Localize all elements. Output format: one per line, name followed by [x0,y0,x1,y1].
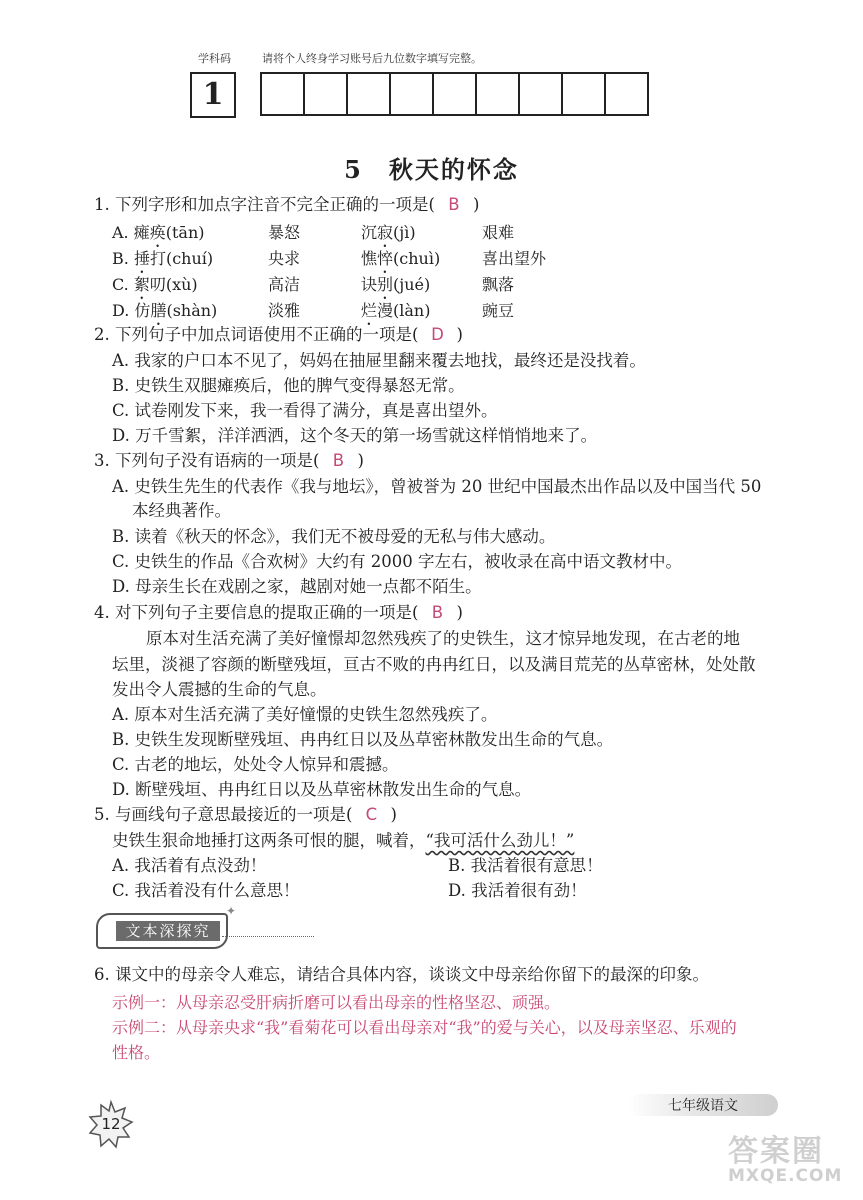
q4-option-d: D. 断壁残垣、冉冉红日以及丛草密林散发出生命的气息。 [112,780,532,799]
q6-answer-line-3: 性格。 [112,1043,161,1062]
q1-a-word3: 沉寂(jì) [361,223,416,242]
q3-option-c: C. 史铁生的作品《合欢树》大约有 2000 字左右，被收录在高中语文教材中。 [112,552,683,571]
q2-option-a: A. 我家的户口本不见了，妈妈在抽屉里翻来覆去地找，最终还是没找着。 [112,351,646,370]
account-instruction: 请将个人终身学习账号后九位数字填写完整。 [262,52,482,65]
question-1 [94,192,479,218]
digit-box[interactable] [604,72,649,116]
section-tag-label: 文本深探究 [116,921,220,941]
q5-sentence [112,828,574,854]
question-5-answer: C [365,805,378,824]
q5-sentence-prefix: 史铁生狠命地捶打这两条可恨的腿，喊着， [112,831,426,850]
q4-option-b: B. 史铁生发现断壁残垣、冉冉红日以及丛草密林散发出生命的气息。 [112,730,614,749]
question-4-stem: 4. 对下列句子主要信息的提取正确的一项是( [94,603,419,622]
page-number: 12 [101,1115,121,1133]
account-number-boxes[interactable] [262,72,649,116]
q1-c-word3: 诀别(jué) [361,275,431,294]
page-number-badge [84,1098,138,1152]
grade-label-bar [628,1094,778,1116]
digit-box[interactable] [346,72,391,116]
digit-box[interactable] [389,72,434,116]
digit-box[interactable] [518,72,563,116]
q1-c-word4: 飘落 [482,275,515,294]
q1-d-word3: 烂漫(làn) [361,301,431,320]
q5-option-a: A. 我活着有点没劲！ [112,856,267,875]
q1-b-word1: B. 捶打(chuí) [112,249,214,268]
question-1-stem: 1. 下列字形和加点字注音不完全正确的一项是( [94,195,435,214]
q1-d-word4: 豌豆 [482,301,515,320]
q5-option-c: C. 我活着没有什么意思！ [112,881,300,900]
question-3-close: ) [357,451,364,470]
question-3-stem: 3. 下列句子没有语病的一项是( [94,451,320,470]
q1-b-word2: 央求 [268,249,301,268]
question-5-close: ) [390,805,397,824]
question-5-stem: 5. 与画线句子意思最接近的一项是( [94,805,353,824]
q3-option-a: A. 史铁生先生的代表作《我与地坛》，曾被誉为 20 世纪中国最杰出作品以及中国当代 50 [112,477,762,496]
watermark-top: 答案圈 [728,1134,824,1169]
q5-option-b: B. 我活着很有意思！ [448,856,603,875]
q2-option-c: C. 试卷刚发下来，我一看得了满分，真是喜出望外。 [112,401,498,420]
watermark-logo [728,1126,842,1186]
page-title: 5 秋天的怀念 [344,155,519,184]
q1-a-word1: A. 瘫痪(tān) [112,223,205,242]
grade-label: 七年级语文 [668,1098,738,1114]
q4-option-a: A. 原本对生活充满了美好憧憬的史铁生忽然残疾了。 [112,705,498,724]
question-3 [94,448,364,474]
digit-box[interactable] [561,72,606,116]
question-4-close: ) [456,603,463,622]
question-4-answer: B [431,603,444,622]
q1-d-word1: D. 仿膳(shàn) [112,301,218,320]
subject-code-box: 1 [190,72,236,118]
q5-option-d: D. 我活着很有劲！ [448,881,587,900]
q1-b-word3: 憔悴(chuì) [361,249,441,268]
subject-code-label: 学科码 [198,52,231,65]
digit-box[interactable] [303,72,348,116]
question-2 [94,322,463,348]
q1-c-word2: 高洁 [268,275,301,294]
q2-option-d: D. 万千雪絮，洋洋洒洒，这个冬天的第一场雪就这样悄悄地来了。 [112,426,598,445]
question-2-close: ) [456,325,463,344]
q6-answer-line-2: 示例二：从母亲央求“我”看菊花可以看出母亲对“我”的爱与关心，以及母亲坚忍、乐观的 [112,1018,737,1037]
digit-box[interactable] [432,72,477,116]
question-3-answer: B [332,451,345,470]
q1-a-word2: 暴怒 [268,223,301,242]
question-4 [94,600,463,626]
q4-passage-line-3: 发出令人震撼的生命的气息。 [112,680,327,699]
q3-option-d: D. 母亲生长在戏剧之家，越剧对她一点都不陌生。 [112,577,482,596]
q3-option-a-cont: 本经典著作。 [132,501,231,520]
digit-box[interactable] [475,72,520,116]
question-1-answer: B [448,195,460,214]
q4-option-c: C. 古老的地坛，处处令人惊异和震撼。 [112,755,399,774]
question-5 [94,802,397,828]
q1-c-word1: C. 絮叨(xù) [112,275,198,294]
q1-a-word4: 艰难 [482,223,515,242]
q6-answer-line-1: 示例一：从母亲忍受肝病折磨可以看出母亲的性格坚忍、顽强。 [112,993,561,1012]
section-tag [96,913,228,949]
q4-passage-line-2: 坛里，淡褪了容颜的断壁残垣，亘古不败的冉冉红日，以及满目荒芜的丛草密林，处处散 [112,655,756,674]
q5-sentence-underlined: “我可活什么劲儿！” [425,831,575,850]
q2-option-b: B. 史铁生双腿瘫痪后，他的脾气变得暴怒无常。 [112,376,465,395]
q3-option-b: B. 读着《秋天的怀念》，我们无不被母爱的无私与伟大感动。 [112,527,556,546]
sparkle-icon: ✦ [226,904,237,918]
section-divider [222,936,314,937]
q1-d-word2: 淡雅 [268,301,301,320]
q1-b-word4: 喜出望外 [482,249,547,268]
question-6-stem: 6. 课文中的母亲令人难忘，请结合具体内容，谈谈文中母亲给你留下的最深的印象。 [94,965,709,984]
question-2-stem: 2. 下列句子中加点词语使用不正确的一项是( [94,325,419,344]
watermark-bottom: MXQE.COM [728,1166,843,1186]
q4-passage-line-1: 原本对生活充满了美好憧憬却忽然残疾了的史铁生，这才惊异地发现，在古老的地 [146,629,740,648]
digit-box[interactable] [260,72,305,116]
question-1-close: ) [472,195,480,214]
question-2-answer: D [431,325,444,344]
